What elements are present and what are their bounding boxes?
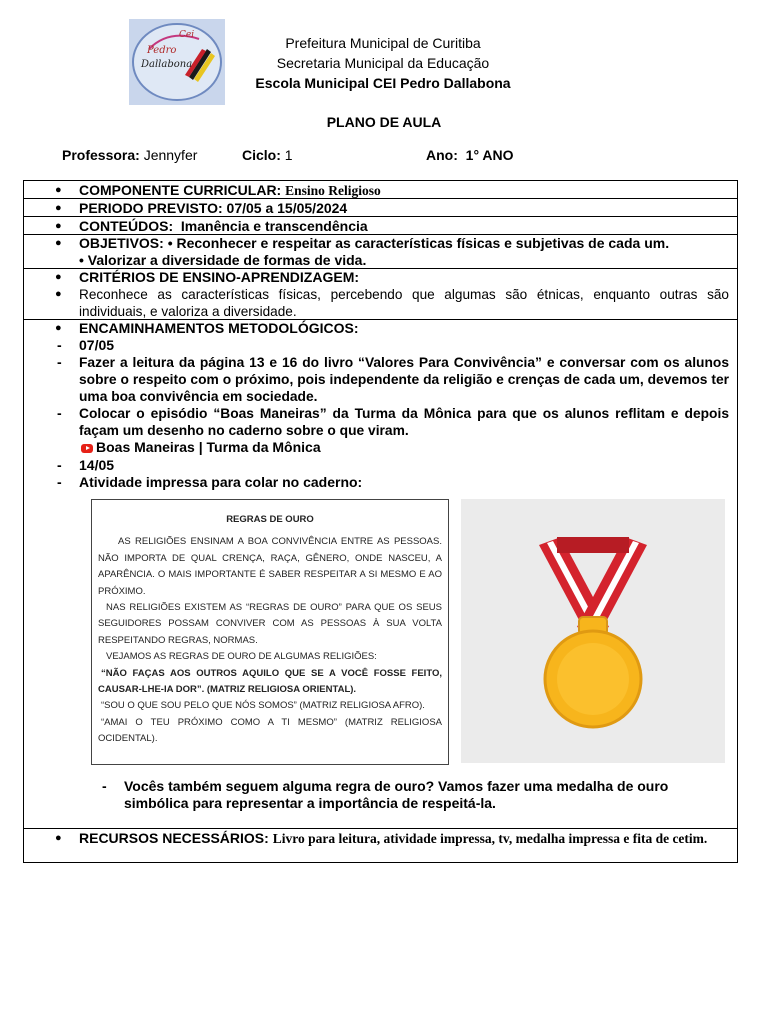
bullet: ● (55, 832, 62, 844)
question-regra-de-ouro: Vocês também seguem alguma regra de ouro? Vamos fazer uma medalha de ouro simbólica para representar a importância de respeitá-la. (124, 778, 669, 811)
periodo-text: PERIODO PREVISTO: 07/05 a 15/05/2024 (79, 200, 348, 216)
bullet: ● (55, 322, 62, 334)
step-video: Colocar o episódio “Boas Maneiras” da Turma da Mônica para que os alunos reflitam e depois façam um desenho no caderno sobre o que viram. (79, 406, 729, 438)
criterios-label: CRITÉRIOS DE ENSINO-APRENDIZAGEM: (79, 269, 360, 285)
ciclo-field (242, 147, 293, 163)
conteudos-label: CONTEÚDOS: (79, 218, 174, 234)
regras-q3: “AMAI O TEU PRÓXIMO COMO A TI MESMO” (MATRIZ RELIGIOSA OCIDENTAL). (98, 716, 442, 745)
regras-de-ouro-sheet (91, 499, 449, 765)
gold-medal-image (461, 499, 725, 763)
componente-row (23, 180, 738, 199)
regras-title: REGRAS DE OURO (226, 514, 314, 525)
header-prefeitura: Prefeitura Municipal de Curitiba (285, 35, 481, 51)
componente-label: COMPONENTE CURRICULAR: (79, 182, 282, 198)
bullet: ● (55, 271, 62, 283)
header-escola: Escola Municipal CEI Pedro Dallabona (255, 75, 511, 91)
criterios-row (23, 268, 738, 320)
professora-field (62, 147, 197, 163)
objetivos-row (23, 234, 738, 269)
bullet: ● (55, 202, 62, 214)
page-title: PLANO DE AULA (326, 114, 442, 130)
ano-label: Ano: (426, 147, 458, 163)
objetivos-item-2: • Valorizar a diversidade de formas de vida. (79, 252, 367, 268)
objetivos-label: OBJETIVOS: (79, 235, 164, 251)
school-logo (129, 19, 225, 105)
objetivos-item-1: • Reconhecer e respeitar as características físicas e subjetivas de cada um. (167, 235, 670, 251)
date-0705: 07/05 (79, 337, 115, 353)
bullet: ● (55, 184, 62, 196)
ano-field (426, 147, 514, 163)
professora-value: Jennyfer (143, 147, 198, 163)
ciclo-label: Ciclo: (242, 147, 281, 163)
bullet: ● (55, 288, 62, 300)
encaminhamentos-row: ● ENCAMINHAMENTOS METODOLÓGICOS: - 07/05 - Fazer a leitura da página 13 e 16 do livro “Valores Para Convivência” e conversar com os alunos sobre o respeito com o próximo, pois independente da religião e crenças de cada um, devemos ter uma boa convivência em sociedade. - Colocar o episódio “Boas Maneiras” da Turma da Mônica para que os alunos reflitam e depois façam um desenho no caderno sobre o que viram. Boas Maneiras | Turma da Mônica - 14/05 - Atividade impressa para colar no caderno: REGRAS DE OURO AS RELIGIÕES ENSINAM A BOA CONVIVÊNCIA ENTRE AS PESSOAS. NÃO IMPORTA DE QUAL CRENÇA, RAÇA, GÊNERO, ONDE NASCEU, A APARÊNCIA. O MAIS IMPORTANTE É SABER RESPEITAR A SI MESMO E AO PRÓXIMO. NAS RELIGIÕES EXISTEM AS “REGRAS DE OURO” PARA QUE OS SEUS SEGUIDORES POSSAM CONVIVER COM AS PESSOAS À SUA VOLTA RESPEITANDO REGRAS, NORMAS. VEJAMOS AS REGRAS DE OURO DE ALGUMAS RELIGIÕES: “NÃO FAÇAS AOS OUTROS AQUILO QUE SE A VOCÊ FOSSE FEITO, CAUSAR-LHE-IA DOR”. (MATRIZ RELIGIOSA ORIENTAL). “SOU O QUE SOU PELO QUE NÓS SOMOS” (MATRIZ RELIGIOSA AFRO). “AMAI O TEU PRÓXIMO COMO A TI MESMO” (MATRIZ RELIGIOSA OCIDENTAL). - Vocês também seguem alguma regra de ouro? Vamos fazer uma medalha de ouro simbólica para representar a importância de respeitá-la. (23, 319, 738, 829)
periodo-row (23, 198, 738, 217)
recursos-row (23, 828, 738, 863)
conteudos-value: Imanência e transcendência (180, 218, 368, 234)
regras-p3: VEJAMOS AS REGRAS DE OURO DE ALGUMAS RELIGIÕES: (106, 651, 377, 663)
youtube-icon (81, 444, 93, 453)
professora-label: Professora: (62, 147, 140, 163)
ano-value: 1° ANO (465, 147, 514, 163)
encaminhamentos-label: ENCAMINHAMENTOS METODOLÓGICOS: (79, 320, 359, 336)
ciclo-value: 1 (284, 147, 293, 163)
recursos-value: Livro para leitura, atividade impressa, tv, medalha impressa e fita de cetim. (272, 831, 708, 846)
conteudos-row (23, 216, 738, 235)
regras-q2: “SOU O QUE SOU PELO QUE NÓS SOMOS” (MATRIZ RELIGIOSA AFRO). (101, 700, 425, 712)
regras-q1: “NÃO FAÇAS AOS OUTROS AQUILO QUE SE A VOCÊ FOSSE FEITO, CAUSAR-LHE-IA DOR”. (MATRIZ RELIGIOSA ORIENTAL). (98, 667, 442, 696)
header-secretaria: Secretaria Municipal da Educação (276, 55, 490, 71)
logo-text-mid: Pedro (147, 45, 177, 56)
bullet: ● (55, 220, 62, 232)
recursos-label: RECURSOS NECESSÁRIOS: (79, 830, 269, 846)
video-link-label: Boas Maneiras | Turma da Mônica (96, 439, 321, 455)
video-link[interactable] (81, 439, 729, 456)
criterios-text: Reconhece as características físicas, percebendo que algumas são étnicas, enquanto outras são individuais, e valoriza a diversidade. (79, 287, 729, 319)
logo-text-top: Cei (179, 30, 195, 40)
componente-value: Ensino Religioso (285, 183, 381, 198)
logo-text-bot: Dallabona (141, 59, 193, 70)
date-1405: 14/05 (79, 457, 115, 473)
regras-p2: NAS RELIGIÕES EXISTEM AS “REGRAS DE OURO” PARA QUE OS SEUS SEGUIDORES POSSAM CONVIVER COM AS PESSOAS À SUA VOLTA RESPEITANDO REGRAS, NORMAS. (98, 602, 442, 646)
bullet: ● (55, 237, 62, 249)
step-leitura: Fazer a leitura da página 13 e 16 do livro “Valores Para Convivência” e conversar com os alunos sobre o respeito com o próximo, pois independente da religião e crenças de cada um, devemos ter uma boa convivência em sociedade. (79, 355, 729, 404)
regras-p1: AS RELIGIÕES ENSINAM A BOA CONVIVÊNCIA ENTRE AS PESSOAS. NÃO IMPORTA DE QUAL CRENÇA, RAÇA, GÊNERO, ONDE NASCEU, A APARÊNCIA. O MAIS IMPORTANTE É SABER RESPEITAR A SI MESMO E AO PRÓXIMO. (98, 536, 442, 597)
step-atividade: Atividade impressa para colar no caderno: (79, 474, 363, 490)
